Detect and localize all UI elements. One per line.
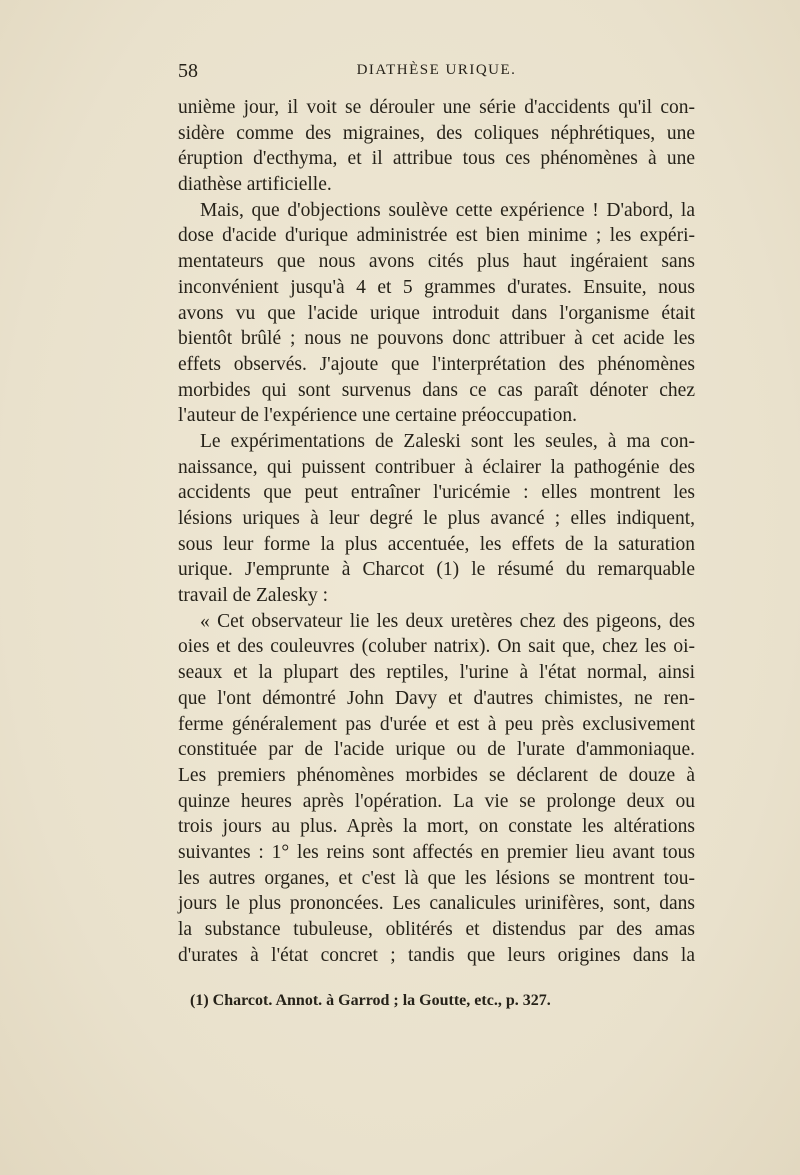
- text-line: lésions uriques à leur degré le plus avancé ; elles indiquent,: [178, 508, 695, 529]
- text-line: éruption d'ecthyma, et il attribue tous ces phénomènes à une: [178, 148, 695, 170]
- text-line: seaux et la plupart des reptiles, l'urine à l'état normal, ainsi: [178, 662, 695, 684]
- text-line: urique. J'emprunte à Charcot (1) le résumé du remarquable: [178, 559, 695, 581]
- text-line: Mais, que d'objections soulève cette expérience ! D'abord, la: [200, 199, 695, 221]
- text-line: d'urates à l'état concret ; tandis que leurs origines dans la: [178, 944, 695, 966]
- footnote: (1) Charcot. Annot. à Garrod ; la Goutte, etc., p. 327.: [190, 992, 551, 1009]
- body-text: [178, 95, 695, 968]
- text-line: Les premiers phénomènes morbides se déclarent de douze à: [178, 764, 695, 786]
- text-line: jours le plus prononcées. Les canalicules urinifères, sont, dans: [178, 893, 695, 915]
- text-line: trois jours au plus. Après la mort, on constate les altérations: [178, 816, 695, 838]
- running-title: DIATHÈSE URIQUE.: [356, 62, 517, 78]
- text-line: « Cet observateur lie les deux uretères chez des pigeons, des: [200, 610, 695, 632]
- text-line: morbides qui sont survenus dans ce cas paraît dénoter chez: [178, 379, 695, 401]
- text-line: sous leur forme la plus accentuée, les effets de la saturation: [178, 533, 695, 555]
- text-line: effets observés. J'ajoute que l'interprétation des phénomènes: [178, 353, 695, 375]
- page-header: [178, 60, 695, 90]
- text-line: les autres organes, et c'est là que les lésions se montrent tou-: [178, 867, 695, 889]
- text-line: sidère comme des migraines, des coliques néphrétiques, une: [178, 122, 695, 144]
- text-line: unième jour, il voit se dérouler une série d'accidents qu'il con-: [178, 97, 695, 118]
- text-line: oies et des couleuvres (coluber natrix). On sait que, chez les oi-: [178, 636, 695, 658]
- text-line: constituée par de l'acide urique ou de l'urate d'ammoniaque.: [178, 739, 695, 761]
- text-line: bientôt brûlé ; nous ne pouvons donc attribuer à cet acide les: [178, 328, 695, 350]
- text-line: inconvénient jusqu'à 4 et 5 grammes d'urates. Ensuite, nous: [178, 276, 695, 298]
- text-line: avons vu que l'acide urique introduit dans l'organisme était: [178, 302, 695, 324]
- text-line: diathèse artificielle.: [178, 174, 332, 196]
- text-line: dose d'acide d'urique administrée est bien minime ; les expéri-: [178, 225, 695, 247]
- text-line: naissance, qui puissent contribuer à éclairer la pathogénie des: [178, 456, 695, 478]
- text-line: la substance tubuleuse, oblitérés et distendus par des amas: [178, 919, 695, 940]
- text-line: que l'ont démontré John Davy et d'autres chimistes, ne ren-: [178, 687, 695, 709]
- text-line: Le expérimentations de Zaleski sont les seules, à ma con-: [200, 430, 695, 452]
- text-line: l'auteur de l'expérience une certaine préoccupation.: [178, 405, 577, 427]
- page-number: 58: [178, 60, 198, 82]
- text-line: mentateurs que nous avons cités plus haut ingéraient sans: [178, 251, 695, 273]
- text-line: accidents que peut entraîner l'uricémie : elles montrent les: [178, 482, 695, 504]
- text-line: suivantes : 1° les reins sont affectés en premier lieu avant tous: [178, 841, 695, 863]
- text-line: quinze heures après l'opération. La vie se prolonge deux ou: [178, 790, 695, 812]
- text-line: ferme généralement pas d'urée et est à peu près exclusivement: [178, 713, 695, 735]
- text-line: travail de Zalesky :: [178, 585, 328, 607]
